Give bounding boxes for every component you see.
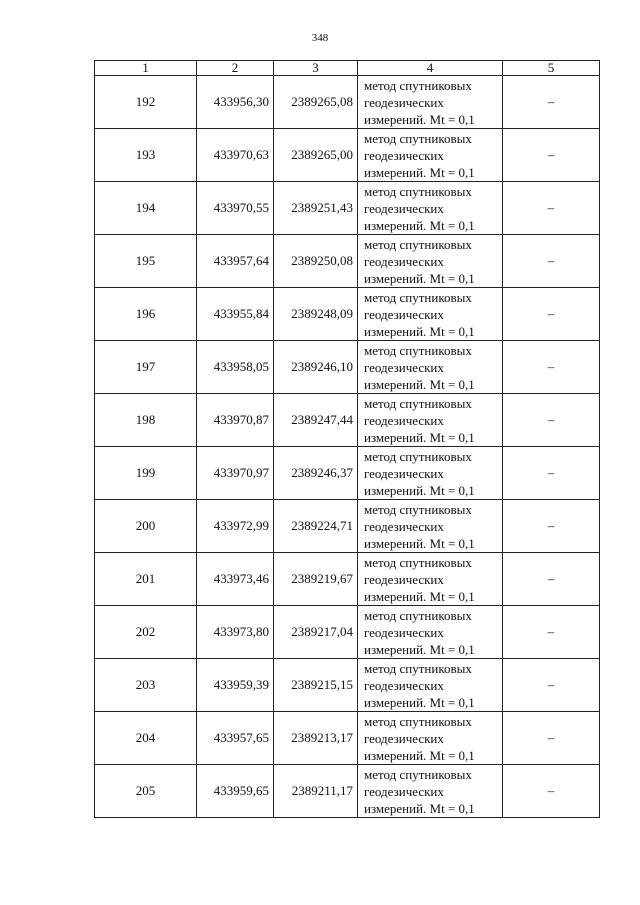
coordinate-y: 2389251,43 — [274, 182, 358, 235]
coordinate-y: 2389215,15 — [274, 659, 358, 712]
table-row — [95, 394, 600, 447]
page-number: 348 — [311, 32, 329, 44]
coordinate-y: 2389246,10 — [274, 341, 358, 394]
method-line-1: метод спутниковых — [364, 660, 472, 676]
coordinate-y: 2389250,08 — [274, 235, 358, 288]
note-dash: – — [503, 394, 600, 447]
method-line-2: геодезических — [364, 147, 444, 163]
note-dash: – — [503, 235, 600, 288]
note-dash: – — [503, 765, 600, 818]
table-row — [95, 659, 600, 712]
coordinate-x: 433957,64 — [197, 235, 274, 288]
table-row — [95, 76, 600, 129]
method-description — [358, 235, 503, 288]
method-line-2: геодезических — [364, 465, 444, 481]
method-line-1: метод спутниковых — [364, 77, 472, 93]
method-line-2: геодезических — [364, 571, 444, 587]
header-col-4: 4 — [358, 61, 503, 76]
method-line-1: метод спутниковых — [364, 448, 472, 464]
coordinate-y: 2389211,17 — [274, 765, 358, 818]
header-col-2: 2 — [197, 61, 274, 76]
point-number: 204 — [95, 712, 197, 765]
method-line-2: геодезических — [364, 94, 444, 110]
coordinate-x: 433959,65 — [197, 765, 274, 818]
table-row — [95, 712, 600, 765]
method-line-3: измерений. Mt = 0,1 — [364, 588, 475, 604]
method-line-3: измерений. Mt = 0,1 — [364, 323, 475, 339]
method-description — [358, 712, 503, 765]
table-body — [95, 76, 600, 818]
point-number: 195 — [95, 235, 197, 288]
point-number: 193 — [95, 129, 197, 182]
coordinate-y: 2389247,44 — [274, 394, 358, 447]
point-number: 205 — [95, 765, 197, 818]
coordinate-x: 433956,30 — [197, 76, 274, 129]
method-line-2: геодезических — [364, 306, 444, 322]
header-row — [95, 61, 600, 76]
table-row — [95, 129, 600, 182]
table-row — [95, 182, 600, 235]
method-line-3: измерений. Mt = 0,1 — [364, 694, 475, 710]
header-col-3: 3 — [274, 61, 358, 76]
method-description — [358, 500, 503, 553]
table-row — [95, 553, 600, 606]
method-line-1: метод спутниковых — [364, 395, 472, 411]
header-col-1: 1 — [95, 61, 197, 76]
method-description — [358, 341, 503, 394]
method-line-3: измерений. Mt = 0,1 — [364, 376, 475, 392]
method-line-2: геодезических — [364, 677, 444, 693]
coordinate-x: 433970,97 — [197, 447, 274, 500]
method-description — [358, 659, 503, 712]
coordinate-x: 433955,84 — [197, 288, 274, 341]
method-line-2: геодезических — [364, 200, 444, 216]
coordinate-x: 433973,46 — [197, 553, 274, 606]
method-line-3: измерений. Mt = 0,1 — [364, 217, 475, 233]
method-line-1: метод спутниковых — [364, 289, 472, 305]
note-dash: – — [503, 341, 600, 394]
method-line-1: метод спутниковых — [364, 766, 472, 782]
coordinate-x: 433973,80 — [197, 606, 274, 659]
table-row — [95, 606, 600, 659]
method-line-1: метод спутниковых — [364, 342, 472, 358]
coordinates-table — [94, 60, 600, 818]
coordinate-x: 433970,55 — [197, 182, 274, 235]
point-number: 194 — [95, 182, 197, 235]
method-description — [358, 553, 503, 606]
point-number: 192 — [95, 76, 197, 129]
table-header — [95, 61, 600, 76]
coordinate-x: 433970,87 — [197, 394, 274, 447]
method-line-2: геодезических — [364, 412, 444, 428]
method-line-2: геодезических — [364, 518, 444, 534]
method-line-3: измерений. Mt = 0,1 — [364, 641, 475, 657]
method-description — [358, 765, 503, 818]
method-line-1: метод спутниковых — [364, 236, 472, 252]
coordinate-y: 2389246,37 — [274, 447, 358, 500]
method-description — [358, 606, 503, 659]
coordinate-y: 2389265,00 — [274, 129, 358, 182]
point-number: 199 — [95, 447, 197, 500]
note-dash: – — [503, 76, 600, 129]
note-dash: – — [503, 182, 600, 235]
method-line-1: метод спутниковых — [364, 183, 472, 199]
method-description — [358, 182, 503, 235]
method-line-3: измерений. Mt = 0,1 — [364, 747, 475, 763]
point-number: 203 — [95, 659, 197, 712]
note-dash: – — [503, 500, 600, 553]
method-description — [358, 129, 503, 182]
table-row — [95, 288, 600, 341]
header-col-5: 5 — [503, 61, 600, 76]
method-description — [358, 288, 503, 341]
method-line-2: геодезических — [364, 783, 444, 799]
method-line-1: метод спутниковых — [364, 713, 472, 729]
method-line-1: метод спутниковых — [364, 607, 472, 623]
coordinate-x: 433972,99 — [197, 500, 274, 553]
coordinate-x: 433957,65 — [197, 712, 274, 765]
point-number: 197 — [95, 341, 197, 394]
note-dash: – — [503, 288, 600, 341]
note-dash: – — [503, 712, 600, 765]
note-dash: – — [503, 447, 600, 500]
coordinate-y: 2389265,08 — [274, 76, 358, 129]
coordinate-y: 2389224,71 — [274, 500, 358, 553]
method-line-2: геодезических — [364, 359, 444, 375]
point-number: 201 — [95, 553, 197, 606]
method-line-1: метод спутниковых — [364, 554, 472, 570]
note-dash: – — [503, 606, 600, 659]
point-number: 198 — [95, 394, 197, 447]
method-line-3: измерений. Mt = 0,1 — [364, 800, 475, 816]
note-dash: – — [503, 553, 600, 606]
note-dash: – — [503, 659, 600, 712]
method-line-3: измерений. Mt = 0,1 — [364, 164, 475, 180]
method-line-1: метод спутниковых — [364, 501, 472, 517]
table-row — [95, 500, 600, 553]
method-line-2: геодезических — [364, 253, 444, 269]
coordinate-y: 2389217,04 — [274, 606, 358, 659]
method-description — [358, 76, 503, 129]
point-number: 202 — [95, 606, 197, 659]
method-line-3: измерений. Mt = 0,1 — [364, 482, 475, 498]
table-row — [95, 765, 600, 818]
method-description — [358, 447, 503, 500]
method-line-1: метод спутниковых — [364, 130, 472, 146]
method-line-3: измерений. Mt = 0,1 — [364, 429, 475, 445]
coordinate-y: 2389248,09 — [274, 288, 358, 341]
table-row — [95, 341, 600, 394]
method-line-3: измерений. Mt = 0,1 — [364, 535, 475, 551]
point-number: 196 — [95, 288, 197, 341]
method-line-2: геодезических — [364, 730, 444, 746]
method-description — [358, 394, 503, 447]
coordinate-x: 433958,05 — [197, 341, 274, 394]
coordinate-x: 433970,63 — [197, 129, 274, 182]
method-line-3: измерений. Mt = 0,1 — [364, 270, 475, 286]
method-line-2: геодезических — [364, 624, 444, 640]
point-number: 200 — [95, 500, 197, 553]
method-line-3: измерений. Mt = 0,1 — [364, 111, 475, 127]
coordinate-x: 433959,39 — [197, 659, 274, 712]
table-row — [95, 235, 600, 288]
table-row — [95, 447, 600, 500]
coordinate-y: 2389213,17 — [274, 712, 358, 765]
note-dash: – — [503, 129, 600, 182]
coordinate-y: 2389219,67 — [274, 553, 358, 606]
